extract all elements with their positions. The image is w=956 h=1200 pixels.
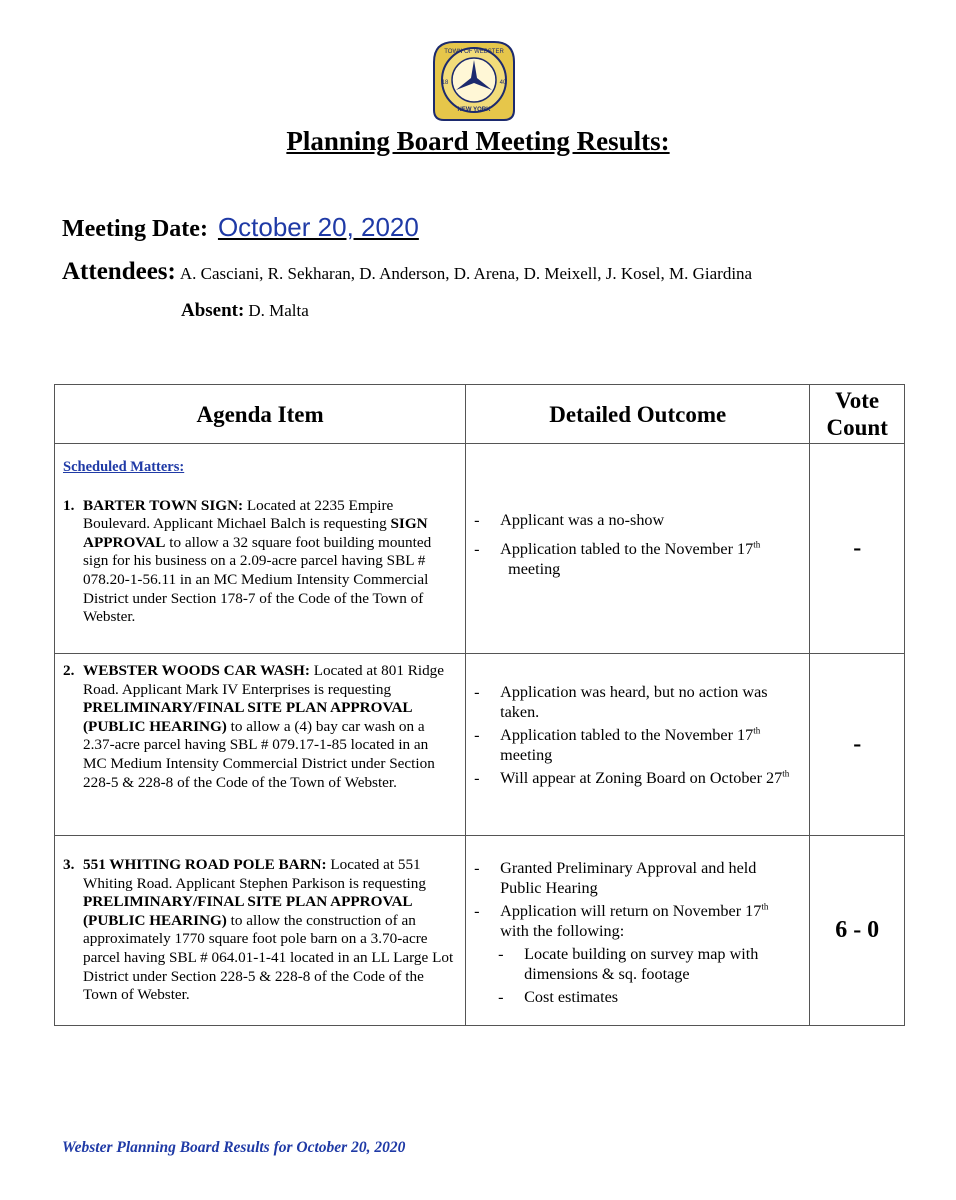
item-name: BARTER TOWN SIGN:	[83, 496, 244, 514]
town-seal-logo	[428, 40, 520, 122]
item-approval-type: SIGN APPROVAL	[83, 515, 428, 551]
table-row	[55, 444, 905, 654]
outcome-bullet: - Application tabled to the November 17th meeting	[474, 539, 761, 578]
outcome-sub-bullet: - Cost estimates	[498, 988, 619, 1006]
outcome-cell	[466, 654, 810, 836]
vote-count: -	[810, 444, 905, 654]
item-number: 1.	[63, 496, 75, 514]
agenda-cell	[55, 444, 466, 654]
item-name: WEBSTER WOODS CAR WASH:	[83, 662, 310, 679]
agenda-item	[63, 856, 455, 1005]
agenda-item	[63, 497, 455, 627]
absent-line	[181, 300, 309, 322]
attendees-names: A. Casciani, R. Sekharan, D. Anderson, D. Arena, D. Meixell, J. Kosel, M. Giardina	[179, 264, 753, 283]
item-description: WEBSTER WOODS CAR WASH: Located at 801 Ridge Road. Applicant Mark IV Enterprises is requesting PRELIMINARY/FINAL SITE PLAN APPROVAL (PUBLIC HEARING) to allow a (4) bay car wash on a 2.37-acre parcel having SBL # 079.17-1-85 located in an MC Medium Intensity Commercial District under Section 228-5 & 228-8 of the Code of the Town of Webster.	[83, 662, 445, 791]
agenda-item	[63, 662, 455, 792]
seal-year-left: 18	[441, 80, 449, 86]
item-number: 3.	[63, 856, 75, 873]
outcome-bullet: - Application will return on November 17th with the following:	[474, 901, 769, 940]
section-label: Scheduled Matters:	[63, 459, 185, 475]
seal-bottom-text: NEW YORK	[457, 107, 491, 113]
outcome-cell	[466, 836, 810, 1026]
attendees-line	[62, 258, 752, 286]
header-agenda-item: Agenda Item	[55, 385, 466, 444]
outcome-cell	[466, 444, 810, 654]
outcome-bullet: - Granted Preliminary Approval and held Public Hearing	[474, 859, 757, 897]
item-approval-type: PRELIMINARY/FINAL SITE PLAN APPROVAL (PUBLIC HEARING)	[83, 699, 412, 735]
meeting-date-line	[62, 212, 423, 243]
agenda-cell	[55, 654, 466, 836]
footer-text: Webster Planning Board Results for October 20, 2020	[62, 1139, 406, 1156]
outcome-bullet: - Applicant was a no-show	[474, 511, 665, 529]
outcome-sub-bullet: - Locate building on survey map with dimensions & sq. footage	[498, 945, 759, 983]
outcome-bullet: - Application was heard, but no action was taken.	[474, 683, 768, 721]
meeting-date-value: October 20, 2020	[217, 212, 419, 242]
absent-label: Absent:	[181, 300, 245, 321]
seal-top-text: TOWN OF WEBSTER	[444, 49, 504, 55]
table-header-row	[55, 385, 905, 444]
meeting-date-label: Meeting Date:	[62, 216, 208, 242]
agenda-cell	[55, 836, 466, 1026]
item-approval-type: PRELIMINARY/FINAL SITE PLAN APPROVAL (PUBLIC HEARING)	[83, 893, 412, 929]
header-detailed-outcome: Detailed Outcome	[466, 385, 810, 444]
seal-year-right: 40	[499, 80, 507, 86]
item-description: 551 WHITING ROAD POLE BARN: Located at 551 Whiting Road. Applicant Stephen Parkison is requesting PRELIMINARY/FINAL SITE PLAN APPROVAL (PUBLIC HEARING) to allow the construction of an approximately 1770 square foot pole barn on a 3.70-acre parcel having SBL # 064.01-1-41 located in an LL Large Lot District under Section 228-5 & 228-8 of the Code of the Town of Webster.	[83, 856, 454, 1004]
table-row	[55, 654, 905, 836]
page-title: Planning Board Meeting Results:	[286, 126, 670, 156]
header-vote-count: Vote Count	[810, 385, 905, 444]
results-table	[54, 384, 905, 1026]
table-row	[55, 836, 905, 1026]
absent-names: D. Malta	[248, 301, 309, 320]
attendees-label: Attendees:	[62, 258, 176, 285]
outcome-bullet: - Will appear at Zoning Board on October 27th	[474, 768, 790, 787]
vote-count: 6 - 0	[810, 836, 905, 1026]
item-number: 2.	[63, 662, 75, 679]
vote-count: -	[810, 654, 905, 836]
item-description: BARTER TOWN SIGN: Located at 2235 Empire Boulevard. Applicant Michael Balch is requesting SIGN APPROVAL to allow a 32 square foot building mounted sign for his business on a 2.09-acre parcel having SBL # 078.20-1-56.11 in an MC Medium Intensity Commercial District under Section 178-7 of the Code of the Town of Webster.	[83, 496, 432, 626]
item-name: 551 WHITING ROAD POLE BARN:	[83, 856, 327, 873]
outcome-bullet: - Application tabled to the November 17th meeting	[474, 725, 761, 764]
